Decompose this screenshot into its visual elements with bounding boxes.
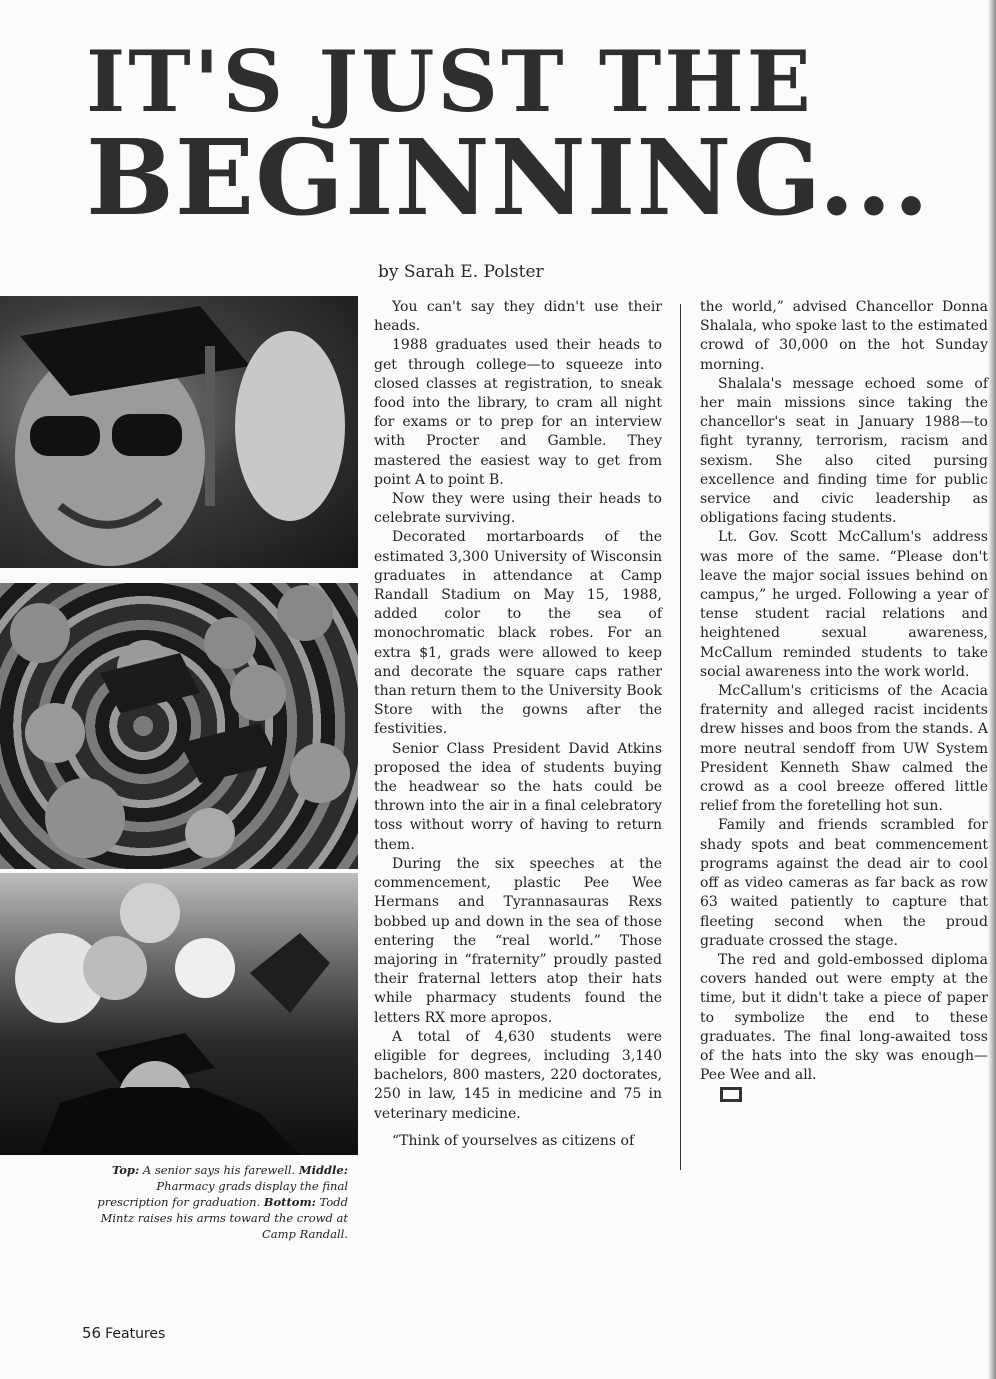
caption-bottom-text: Todd Mintz raises his arms toward the crowd at Camp Randall. <box>100 1195 348 1241</box>
column-divider <box>680 304 681 1170</box>
paragraph: A total of 4,630 students were eligible for degrees, including 3,140 bachelors, 800 masters, 220 doctorates, 250 in law, 145 in medicine and 75 in veterinary medicine. <box>374 1028 662 1122</box>
byline: by Sarah E. Polster <box>378 262 544 282</box>
caption-top-label: Top: <box>112 1163 140 1177</box>
paragraph: 1988 graduates used their heads to get through college—to squeeze into closed classes at registration, to sneak food into the library, to cram all night for exams or to prep for an interview with Procter and Gamble. They mastered the easiest way to get from point A to point B. <box>374 337 662 488</box>
caption-top-text: A senior says his farewell. <box>139 1163 299 1177</box>
article-column-1 <box>374 298 662 1151</box>
page-edge-shadow <box>988 0 996 1379</box>
end-mark-icon <box>720 1087 742 1102</box>
paragraph: “Think of yourselves as citizens of <box>392 1132 635 1149</box>
article-column-2 <box>700 298 988 1105</box>
todd-mintz-illustration <box>0 873 358 1155</box>
paragraph: the world,” advised Chancellor Donna Shalala, who spoke last to the estimated crowd of 30,000 on the hot Sunday morning. <box>700 299 988 373</box>
paragraph: Shalala's message echoed some of her main missions since taking the chancellor's seat in January 1988—to fight tyranny, terrorism, racism and sexism. She also cited pursing excellence and finding time for public service and civic leadership as obligations facing students. <box>700 375 988 527</box>
photo-caption <box>90 1162 348 1242</box>
pharmacy-grads-photo <box>0 583 358 869</box>
paragraph: Lt. Gov. Scott McCallum's address was more of the same. “Please don't leave the major social issues behind on campus,” he urged. Following a year of tense student racial relations and heightened sexual awareness, McCallum reminded students to take social awareness into the work world. <box>700 529 988 680</box>
paragraph: Family and friends scrambled for shady spots and beat commencement programs against the dead air to cool off as video cameras as far back as row 63 waited patiently to capture that fleeting second when the proud graduate crossed the stage. <box>700 817 988 949</box>
headline-line-1: IT'S JUST THE <box>86 32 814 131</box>
paragraph: McCallum's criticisms of the Acacia fraternity and alleged racist incidents drew hisses and boos from the stands. A more neutral sendoff from UW System President Kenneth Shaw calmed the crowd as a cool breeze offered little relief from the foretelling hot sun. <box>700 683 988 815</box>
senior-farewell-photo <box>0 296 358 568</box>
pharmacy-grads-illustration <box>0 583 358 869</box>
senior-farewell-illustration <box>0 296 358 568</box>
paragraph: Senior Class President David Atkins proposed the idea of students buying the headwear so the hats could be thrown into the air in a final celebratory toss without worry of having to return them. <box>374 740 662 853</box>
headline-line-2: BEGINNING... <box>86 116 931 239</box>
caption-middle-text: Pharmacy grads display the final prescription for graduation. <box>97 1179 348 1209</box>
section-name: Features <box>105 1326 166 1342</box>
todd-mintz-photo <box>0 873 358 1155</box>
caption-bottom-label: Bottom: <box>263 1195 316 1209</box>
caption-middle-label: Middle: <box>298 1163 348 1177</box>
page-number: 56 <box>82 1324 102 1342</box>
paragraph: The red and gold-embossed diploma covers handed out were empty at the time, but it didn't take a piece of paper to symbolize the end to these graduates. The final long-awaited toss of the hats into the sky was enough—Pee Wee and all. <box>700 951 988 1084</box>
paragraph: During the six speeches at the commencement, plastic Pee Wee Hermans and Tyrannasauras Rexs bobbed up and down in the sea of those entering the “real world.” Those majoring in “fraternity” proudly pasted their fraternal letters atop their hats while pharmacy students found the letters RX more apropos. <box>374 855 662 1026</box>
paragraph: Decorated mortarboards of the estimated 3,300 University of Wisconsin graduates in attendance at Camp Randall Stadium on May 15, 1988, added color to the sea of monochromatic black robes. For an extra $1, grads were allowed to keep and decorate the square caps rather than return them to the University Book Store with the gowns after the festivities. <box>374 529 662 738</box>
paragraph: You can't say they didn't use their heads. <box>374 299 662 335</box>
paragraph: Now they were using their heads to celebrate surviving. <box>374 491 662 527</box>
page-folio <box>82 1324 165 1342</box>
